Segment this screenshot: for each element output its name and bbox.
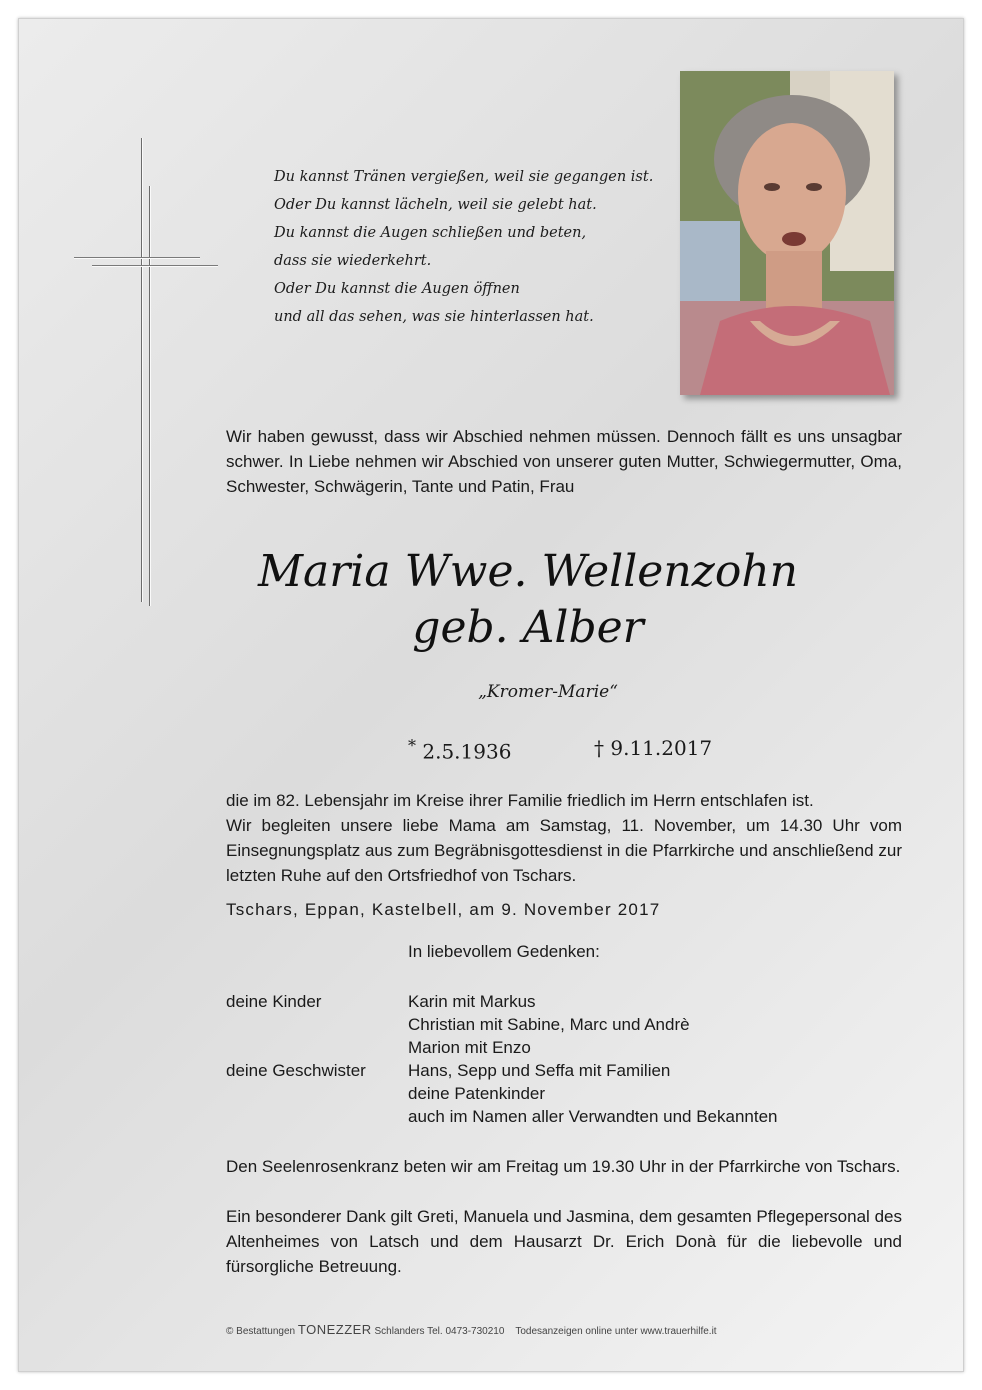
family-member: auch im Namen aller Verwandten und Bekannten — [408, 1107, 778, 1126]
paragraph-2: Wir begleiten unsere liebe Mama am Samstag, 11. November, um 14.30 Uhr vom Einsegnungsplatz aus zum Begräbnisgottesdienst in die Pfarrkirche und anschließend zur letzten Ruhe auf den Ortsfriedhof von Tschars. — [226, 816, 902, 885]
birth-date — [408, 736, 511, 764]
footer-online: Todesanzeigen online unter www.trauerhilfe.it — [515, 1326, 717, 1337]
paragraph-1: die im 82. Lebensjahr im Kreise ihrer Familie friedlich im Herrn entschlafen ist. — [226, 791, 814, 810]
family-group — [226, 990, 902, 1059]
poem-line: Du kannst die Augen schließen und beten, — [274, 225, 587, 241]
poem — [274, 163, 654, 331]
family-member: Karin mit Markus — [408, 992, 536, 1011]
family-group — [226, 1059, 902, 1128]
gedenken-heading: In liebevollem Gedenken: — [408, 942, 600, 961]
footer-prefix: © Bestattungen — [226, 1326, 296, 1337]
death-symbol: † — [594, 736, 604, 760]
poem-line: dass sie wiederkehrt. — [274, 253, 432, 269]
family-label: deine Kinder — [226, 992, 322, 1011]
family-list — [226, 990, 902, 1128]
deceased-name — [148, 544, 908, 656]
death-date-value: 9.11.2017 — [610, 736, 713, 760]
footer — [226, 1322, 926, 1337]
footer-tel: Tel. 0473-730210 — [427, 1326, 505, 1337]
birth-date-value: 2.5.1936 — [422, 739, 512, 764]
portrait-photo — [680, 71, 894, 395]
nickname: „Kromer-Marie“ — [478, 682, 618, 702]
poem-line: Oder Du kannst lächeln, weil sie gelebt hat. — [274, 197, 597, 213]
obituary-card — [18, 18, 964, 1372]
family-member: deine Patenkinder — [408, 1084, 546, 1103]
family-member: Marion mit Enzo — [408, 1038, 531, 1057]
family-label: deine Geschwister — [226, 1061, 366, 1080]
footer-location: Schlanders — [374, 1326, 425, 1337]
footer-brand: TONEZZER — [297, 1322, 372, 1337]
intro-text: Wir haben gewusst, dass wir Abschied nehmen müssen. Dennoch fällt es uns unsagbar schwer. In Liebe nehmen wir Abschied von unserer guten Mutter, Schwiegermutter, Oma, Schwester, Schwägerin, Tante und Patin, Frau — [226, 427, 902, 496]
poem-line: Oder Du kannst die Augen öffnen — [274, 281, 520, 297]
rosary-text: Den Seelenrosenkranz beten wir am Freitag um 19.30 Uhr in der Pfarrkirche von Tschars. — [226, 1157, 901, 1176]
family-member: Hans, Sepp und Seffa mit Familien — [408, 1061, 671, 1080]
poem-line: Du kannst Tränen vergießen, weil sie gegangen ist. — [274, 169, 654, 185]
name-line-2: geb. Alber — [412, 602, 644, 653]
poem-line: und all das sehen, was sie hinterlassen hat. — [274, 309, 594, 325]
place-date: Tschars, Eppan, Kastelbell, am 9. November 2017 — [226, 900, 661, 919]
birth-symbol: * — [408, 736, 416, 755]
name-line-1: Maria Wwe. Wellenzohn — [257, 546, 799, 597]
thanks-text: Ein besonderer Dank gilt Greti, Manuela und Jasmina, dem gesamten Pflegepersonal des Altenheimes von Latsch und dem Hausarzt Dr. Erich Donà für die liebevolle und fürsorgliche Betreuung. — [226, 1207, 902, 1276]
death-date — [594, 736, 712, 760]
family-member: Christian mit Sabine, Marc und Andrè — [408, 1015, 690, 1034]
